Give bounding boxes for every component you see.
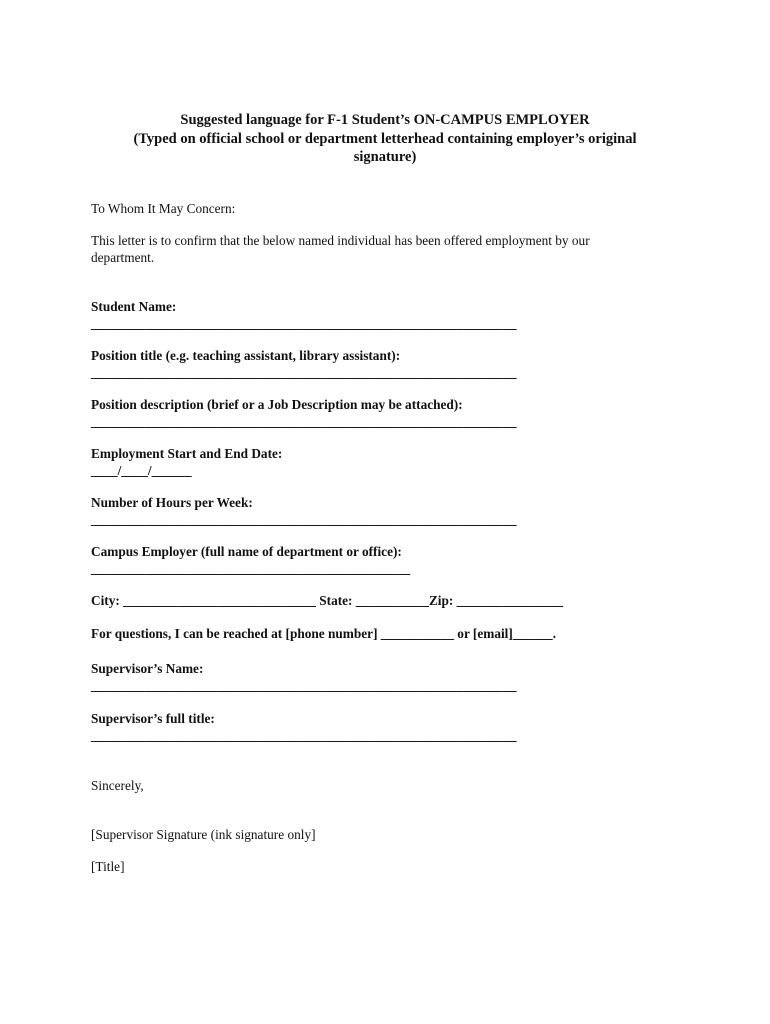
intro-paragraph: This letter is to confirm that the below named individual has been offered employment by our department. bbox=[91, 233, 590, 265]
hours-per-week-label: Number of Hours per Week: bbox=[91, 495, 253, 510]
supervisor-signature-placeholder: [Supervisor Signature (ink signature only] bbox=[91, 827, 316, 842]
salutation: To Whom It May Concern: bbox=[91, 201, 236, 216]
campus-employer-label: Campus Employer (full name of department or office): bbox=[91, 544, 402, 559]
position-title-label: Position title (e.g. teaching assistant, library assistant): bbox=[91, 348, 401, 363]
title-placeholder: [Title] bbox=[91, 859, 125, 874]
employment-dates-blank: ____/____/______ bbox=[91, 463, 192, 478]
supervisor-title-label: Supervisor’s full title: bbox=[91, 711, 215, 726]
title-line-3: signature) bbox=[353, 149, 417, 165]
page-title bbox=[60, 111, 710, 167]
supervisor-name-label: Supervisor’s Name: bbox=[91, 661, 204, 676]
position-description-blank: ________________________________________________________________ bbox=[91, 414, 517, 429]
hours-per-week-blank: ________________________________________________________________ bbox=[91, 512, 517, 527]
employment-dates-label: Employment Start and End Date: bbox=[91, 446, 283, 461]
title-line-2: (Typed on official school or department letterhead containing employer’s original bbox=[133, 130, 637, 147]
city-state-zip-line: City: _____________________________ State: ___________Zip: ________________ bbox=[91, 593, 564, 608]
supervisor-name-blank: ________________________________________________________________ bbox=[91, 678, 517, 693]
title-line-1: Suggested language for F-1 Student’s ON-CAMPUS EMPLOYER bbox=[180, 112, 590, 128]
campus-employer-blank: ________________________________________________ bbox=[91, 561, 411, 576]
position-description-label: Position description (brief or a Job Description may be attached): bbox=[91, 397, 463, 412]
position-title-blank: ________________________________________________________________ bbox=[91, 365, 517, 380]
supervisor-title-blank: ________________________________________________________________ bbox=[91, 728, 517, 743]
closing-sincerely: Sincerely, bbox=[91, 778, 144, 793]
questions-line: For questions, I can be reached at [phone number] ___________ or [email]______. bbox=[91, 626, 557, 641]
student-name-blank: ________________________________________________________________ bbox=[91, 316, 517, 331]
student-name-label: Student Name: bbox=[91, 299, 177, 314]
